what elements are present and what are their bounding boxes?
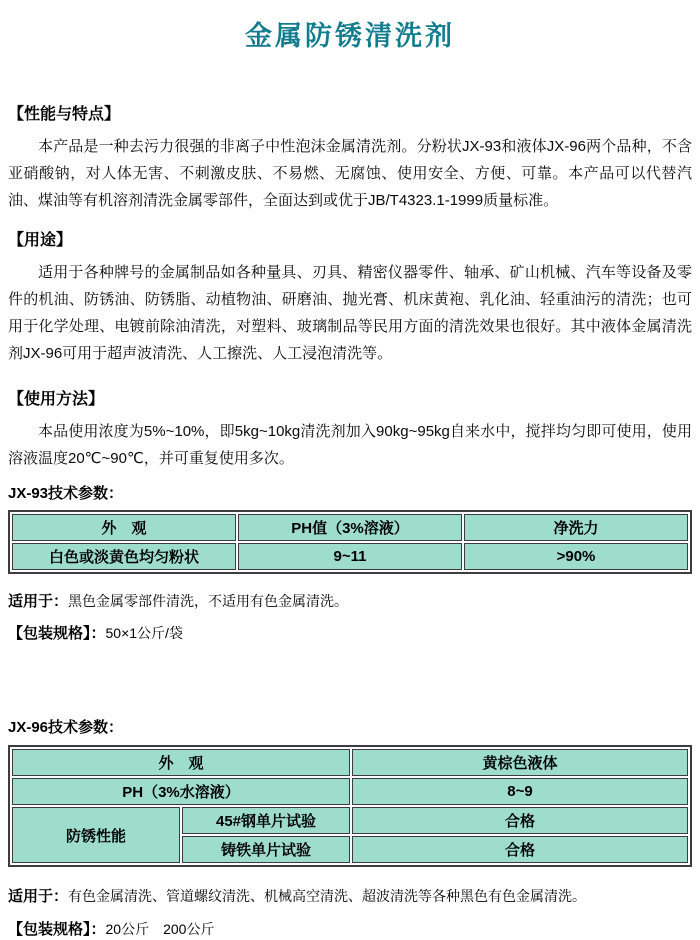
jx96-steel-test-row bbox=[12, 807, 688, 834]
jx96-iron-test-label: 铸铁单片试验 bbox=[182, 836, 350, 863]
section-heading-method: 【使用方法】 bbox=[8, 391, 105, 408]
paragraph-usage: 适用于各种牌号的金属制品如各种量具、刃具、精密仪器零件、轴承、矿山机械、汽车等设备及零件的机油、防锈油、防锈脂、动植物油、研磨油、抛光膏、机床黄袍、乳化油、轻重油污的清洗；也可用于化学处理、电镀前除油清洗，对塑料、玻璃制品等民用方面的清洗效果也很好。其中液体金属清洗剂JX-96可用于超声波清洗、人工擦洗、人工浸泡清洗等。 bbox=[8, 264, 692, 362]
jx93-packing-text: 50×1公斤/袋 bbox=[105, 625, 183, 641]
jx96-steel-test-label: 45#钢单片试验 bbox=[182, 807, 350, 834]
jx93-table-data-row bbox=[12, 543, 688, 570]
jx96-ph-row bbox=[12, 778, 688, 805]
jx96-iron-test-value: 合格 bbox=[352, 836, 688, 863]
section-heading-usage: 【用途】 bbox=[8, 232, 73, 249]
jx96-params-heading: JX-96技术参数： bbox=[8, 719, 124, 736]
jx96-ph-label: PH（3%水溶液） bbox=[12, 778, 350, 805]
page-title: 金属防锈清洗剂 bbox=[245, 21, 455, 51]
jx93-value-cleaning-power: >90% bbox=[464, 543, 688, 570]
jx93-header-appearance: 外 观 bbox=[12, 514, 236, 541]
jx96-packing-text: 20公斤 200公斤 bbox=[105, 921, 215, 937]
paragraph-features: 本产品是一种去污力很强的非离子中性泡沫金属清洗剂。分粉状JX-93和液体JX-96两个品种，不含亚硝酸钠，对人体无害、不刺激皮肤、不易燃、无腐蚀、使用安全、方便、可靠。本产品可以代替汽油、煤油等有机溶剂清洗金属零部件，全面达到或优于JB/T4323.1-1999质量标准。 bbox=[8, 138, 692, 209]
section-heading-features: 【性能与特点】 bbox=[8, 106, 121, 123]
jx96-suitable-label: 适用于： bbox=[8, 888, 69, 905]
jx96-suitable-text: 有色金属清洗、管道螺纹清洗、机械高空清洗、超波清洗等各种黑色有色金属清洗。 bbox=[68, 888, 587, 904]
jx93-suitable-text: 黑色金属零部件清洗，不适用有色金属清洗。 bbox=[68, 593, 349, 609]
jx93-value-ph: 9~11 bbox=[238, 543, 462, 570]
jx96-appearance-label: 外 观 bbox=[12, 749, 350, 776]
jx96-suitable-line bbox=[8, 886, 692, 907]
jx93-suitable-label: 适用于： bbox=[8, 593, 69, 610]
jx93-header-cleaning-power: 净洗力 bbox=[464, 514, 688, 541]
jx93-suitable-line bbox=[8, 591, 692, 612]
jx96-packing-label: 【包装规格】： bbox=[8, 921, 106, 938]
jx93-params-heading: JX-93技术参数： bbox=[8, 485, 124, 502]
jx96-rustproof-label: 防锈性能 bbox=[12, 807, 180, 863]
jx96-params-table bbox=[8, 745, 692, 867]
jx93-packing-line bbox=[8, 623, 692, 644]
jx96-steel-test-value: 合格 bbox=[352, 807, 688, 834]
jx93-params-table bbox=[8, 510, 692, 574]
jx96-packing-line bbox=[8, 919, 692, 940]
jx93-header-ph: PH值（3%溶液） bbox=[238, 514, 462, 541]
jx93-table-header-row bbox=[12, 514, 688, 541]
jx93-packing-label: 【包装规格】： bbox=[8, 625, 106, 642]
jx96-appearance-row bbox=[12, 749, 688, 776]
paragraph-method: 本品使用浓度为5%~10%，即5kg~10kg清洗剂加入90kg~95kg自来水中，搅拌均匀即可使用，使用溶液温度20℃~90℃，并可重复使用多次。 bbox=[8, 423, 692, 467]
jx96-ph-value: 8~9 bbox=[352, 778, 688, 805]
jx96-appearance-value: 黄棕色液体 bbox=[352, 749, 688, 776]
jx93-value-appearance: 白色或淡黄色均匀粉状 bbox=[12, 543, 236, 570]
